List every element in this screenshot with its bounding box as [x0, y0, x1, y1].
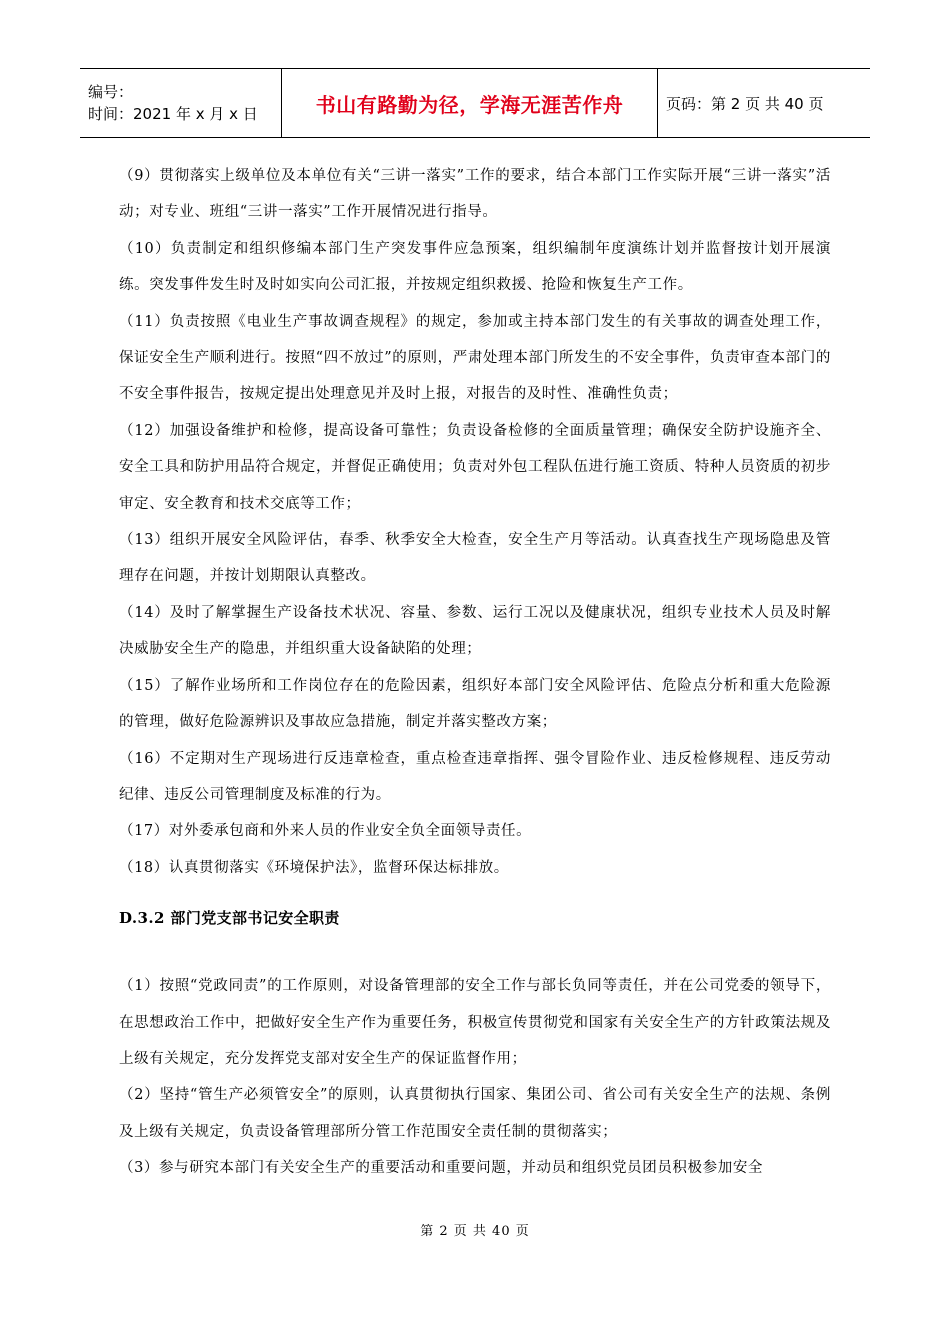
- page-header: [80, 68, 870, 138]
- body-paragraph: （18）认真贯彻落实《环境保护法》，监督环保达标排放。: [119, 859, 509, 876]
- body-paragraph: （16）不定期对生产现场进行反违章检查，重点检查违章指挥、强令冒险作业、违反检修规程、违反劳动纪律、违反公司管理制度及标准的行为。: [119, 750, 831, 803]
- paragraph-list-b: [119, 968, 831, 1186]
- body-paragraph: （10）负责制定和组织修编本部门生产突发事件应急预案，组织编制年度演练计划并监督按计划开展演练。突发事件发生时及时如实向公司汇报，并按规定组织救援、抢险和恢复生产工作。: [119, 240, 831, 294]
- page-footer: 第 2 页 共 40 页: [420, 1224, 530, 1239]
- header-page-info: 页码：第 2 页 共 40 页: [666, 94, 824, 113]
- section-spacer: [119, 936, 831, 968]
- body-paragraph: （11）负责按照《电业生产事故调查规程》的规定，参加或主持本部门发生的有关事故的调查处理工作，保证安全生产顺利进行。按照“四不放过”的原则，严肃处理本部门所发生的不安全事件，负责审查本部门的不安全事件报告，按规定提出处理意见并及时上报，对报告的及时性、准确性负责；: [119, 313, 831, 403]
- body-paragraph: （2）坚持“管生产必须管安全”的原则，认真贯彻执行国家、集团公司、省公司有关安全生产的法规、条例及上级有关规定，负责设备管理部所分管工作范围安全责任制的贯彻落实；: [119, 1087, 831, 1140]
- body-paragraph: （9）贯彻落实上级单位及本单位有关“三讲一落实”工作的要求，结合本部门工作实际开展“三讲一落实”活动；对专业、班组“三讲一落实”工作开展情况进行指导。: [119, 168, 831, 221]
- body-paragraph: （1）按照“党政同责”的工作原则，对设备管理部的安全工作与部长负同等责任，并在公司党委的领导下，在思想政治工作中，把做好安全生产作为重要任务，积极宣传贯彻党和国家有关安全生产的方针政策法规及上级有关规定，充分发挥党支部对安全生产的保证监督作用；: [119, 978, 831, 1067]
- body-paragraph: （3）参与研究本部门有关安全生产的重要活动和重要问题，并动员和组织党员团员积极参加安全: [119, 1160, 764, 1177]
- header-motto: 书山有路勤为径，学海无涯苦作舟: [282, 69, 658, 137]
- document-body: [119, 158, 831, 1187]
- header-meta: [80, 69, 282, 137]
- body-paragraph: （13）组织开展安全风险评估，春季、秋季安全大检查，安全生产月等活动。认真查找生产现场隐患及管理存在问题，并按计划期限认真整改。: [119, 532, 831, 585]
- section-title: D.3.2 部门党支部书记安全职责: [119, 909, 340, 928]
- document-date: 时间：2021 年 x 月 x 日: [88, 105, 258, 123]
- body-paragraph: （12）加强设备维护和检修，提高设备可靠性；负责设备检修的全面质量管理；确保安全防护设施齐全、安全工具和防护用品符合规定，并督促正确使用；负责对外包工程队伍进行施工资质、特种人员资质的初步审定、安全教育和技术交底等工作；: [119, 422, 831, 512]
- body-paragraph: （14）及时了解掌握生产设备技术状况、容量、参数、运行工况以及健康状况，组织专业技术人员及时解决威胁安全生产的隐患，并组织重大设备缺陷的处理；: [119, 604, 831, 658]
- body-paragraph: （15）了解作业场所和工作岗位存在的危险因素，组织好本部门安全风险评估、危险点分析和重大危险源的管理，做好危险源辨识及事故应急措施，制定并落实整改方案；: [119, 677, 831, 731]
- document-number-label: 编号：: [88, 83, 134, 101]
- paragraph-list-a: [119, 158, 831, 886]
- body-paragraph: （17）对外委承包商和外来人员的作业安全负全面领导责任。: [119, 823, 532, 840]
